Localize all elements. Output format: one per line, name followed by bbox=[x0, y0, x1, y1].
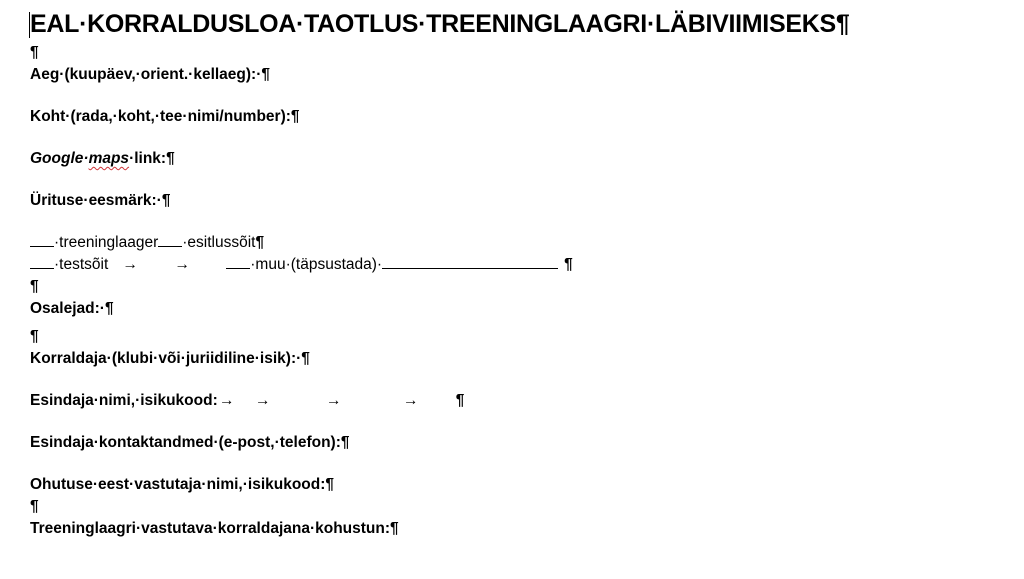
pledge-label: Treeninglaagri·vastutava·korraldajana·kohustun: bbox=[30, 520, 391, 537]
pilcrow-mark: ¶ bbox=[161, 192, 171, 209]
tab-arrow-icon: → bbox=[403, 392, 419, 409]
empty-paragraph bbox=[30, 496, 1010, 518]
pilcrow-mark: ¶ bbox=[30, 278, 39, 295]
pilcrow-mark: ¶ bbox=[30, 44, 39, 61]
tab-arrow-icon: → bbox=[219, 392, 235, 409]
purpose-options-row-2 bbox=[30, 254, 1010, 276]
pilcrow-mark: ¶ bbox=[290, 108, 300, 125]
pilcrow-mark: ¶ bbox=[455, 392, 465, 409]
tab-arrow-icon: → bbox=[122, 256, 139, 273]
pilcrow-mark: ¶ bbox=[835, 10, 850, 38]
pilcrow-mark: ¶ bbox=[30, 498, 39, 515]
tab-arrow-icon: → bbox=[174, 256, 191, 273]
pilcrow-mark: ¶ bbox=[564, 256, 573, 273]
rep-contact-label: Esindaja·kontaktandmed·(e-post,·telefon): bbox=[30, 434, 341, 451]
option-other: ·muu·(täpsustada)· bbox=[250, 256, 383, 273]
pilcrow-mark: ¶ bbox=[325, 476, 335, 493]
option-test-drive: ·testsõit bbox=[54, 256, 109, 273]
link-word: ·link: bbox=[129, 150, 167, 167]
field-time bbox=[30, 64, 1010, 86]
pilcrow-mark: ¶ bbox=[30, 328, 39, 345]
purpose-label: Ürituse·eesmärk:· bbox=[30, 192, 162, 209]
field-representative-name bbox=[30, 390, 1010, 412]
participants-label: Osalejad:· bbox=[30, 300, 105, 317]
empty-paragraph bbox=[30, 326, 1010, 348]
document-title bbox=[30, 6, 1010, 42]
pilcrow-mark: ¶ bbox=[301, 350, 310, 367]
place-label: Koht·(rada,·koht,·tee·nimi/number): bbox=[30, 108, 291, 125]
pilcrow-mark: ¶ bbox=[390, 520, 399, 537]
middle-dot: · bbox=[83, 150, 89, 167]
tab-arrow-icon: → bbox=[255, 392, 271, 409]
title-text: EAL·KORRALDUSLOA·TAOTLUS·TREENINGLAAGRI·LÄBIVIIMISEKS bbox=[30, 10, 836, 38]
field-pledge bbox=[30, 518, 1010, 540]
field-google-maps-link bbox=[30, 148, 1010, 170]
field-place bbox=[30, 106, 1010, 128]
rep-name-label: Esindaja·nimi,·isikukood: bbox=[30, 392, 218, 409]
blank-line[interactable] bbox=[158, 232, 182, 247]
tab-arrow-icon: → bbox=[326, 392, 342, 409]
blank-line[interactable] bbox=[30, 232, 54, 247]
option-presentation: ·esitlussõit bbox=[182, 234, 256, 251]
field-purpose bbox=[30, 190, 1010, 212]
pilcrow-mark: ¶ bbox=[104, 300, 114, 317]
field-organizer bbox=[30, 348, 1010, 370]
empty-paragraph bbox=[30, 42, 1010, 64]
field-representative-contact bbox=[30, 432, 1010, 454]
document-page[interactable] bbox=[30, 6, 1010, 540]
pilcrow-mark: ¶ bbox=[261, 66, 271, 83]
blank-line[interactable] bbox=[30, 254, 54, 269]
pilcrow-mark: ¶ bbox=[255, 234, 265, 251]
pilcrow-mark: ¶ bbox=[340, 434, 350, 451]
time-label: Aeg·(kuupäev,·orient.·kellaeg):· bbox=[30, 66, 262, 83]
blank-line[interactable] bbox=[226, 254, 250, 269]
safety-label: Ohutuse·eest·vastutaja·nimi,·isikukood: bbox=[30, 476, 326, 493]
maps-word: maps bbox=[88, 150, 130, 167]
pilcrow-mark: ¶ bbox=[166, 150, 175, 167]
google-word: Google bbox=[30, 150, 84, 167]
field-participants bbox=[30, 298, 1010, 320]
blank-line-long[interactable] bbox=[382, 254, 558, 269]
option-training-camp: ·treeninglaager bbox=[54, 234, 159, 251]
empty-paragraph bbox=[30, 276, 1010, 298]
field-safety-responsible bbox=[30, 474, 1010, 496]
organizer-label: Korraldaja·(klubi·või·juriidiline·isik):· bbox=[30, 350, 302, 367]
purpose-options-row-1 bbox=[30, 232, 1010, 254]
